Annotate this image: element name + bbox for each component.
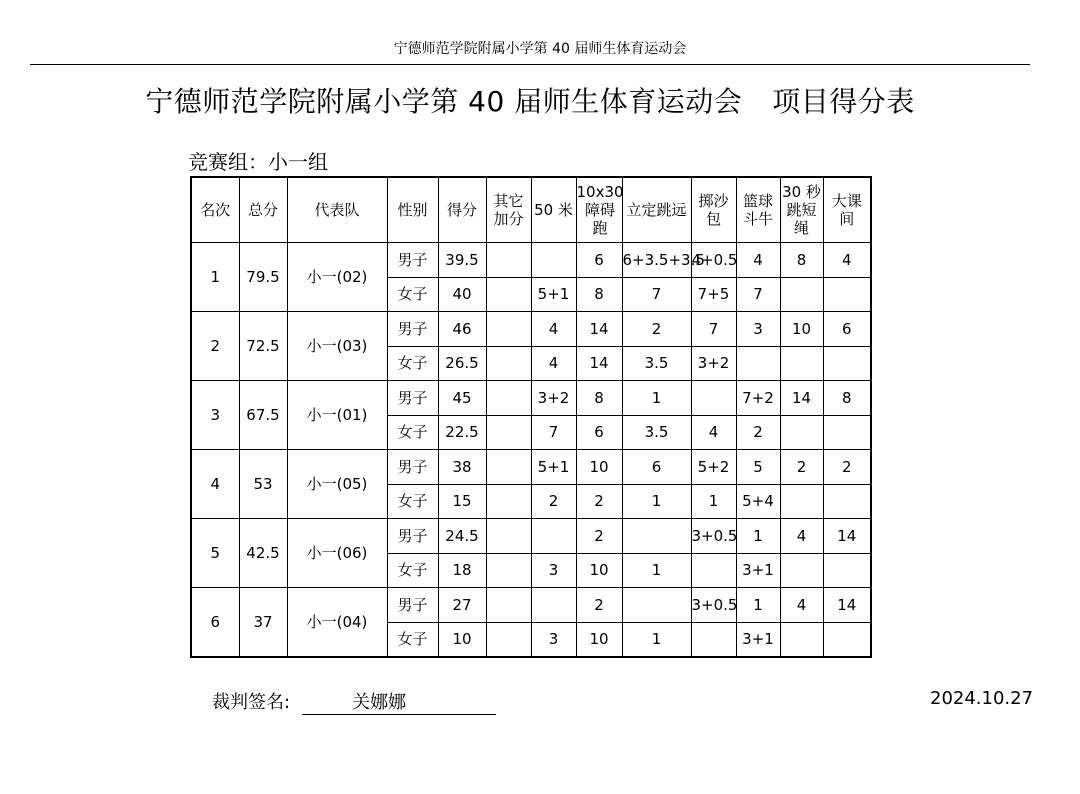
- score-cell: 40: [438, 277, 486, 312]
- rope-cell: 14: [780, 381, 823, 416]
- jump-cell: 3.5: [622, 415, 691, 450]
- gender-cell: 女子: [387, 415, 438, 450]
- team-cell: 小一(01): [287, 381, 387, 450]
- exercise-cell: 14: [823, 588, 871, 623]
- exercise-cell: [823, 415, 871, 450]
- score-cell: 27: [438, 588, 486, 623]
- team-cell: 小一(04): [287, 588, 387, 658]
- score-cell: 38: [438, 450, 486, 485]
- extra-cell: [486, 450, 531, 485]
- competition-group: [188, 146, 328, 175]
- basketball-cell: 3+1: [736, 622, 780, 657]
- extra-cell: [486, 312, 531, 347]
- jump-cell: 1: [622, 553, 691, 588]
- title-text: 宁德师范学院附属小学第 40 届师生体育运动会: [145, 85, 743, 118]
- rope-cell: [780, 553, 823, 588]
- m50-cell: 4: [531, 312, 576, 347]
- col-header: 名次: [191, 177, 239, 243]
- rank-cell: 5: [191, 519, 239, 588]
- running-header: 宁德师范学院附属小学第 40 届师生体育运动会: [393, 41, 687, 57]
- exercise-cell: 6: [823, 312, 871, 347]
- table-row: [191, 381, 871, 416]
- rank-cell: 2: [191, 312, 239, 381]
- m50-cell: [531, 588, 576, 623]
- col-header: 10x30 障碍 跑: [576, 177, 622, 243]
- m50-cell: 3: [531, 622, 576, 657]
- basketball-cell: 3+1: [736, 553, 780, 588]
- extra-cell: [486, 519, 531, 554]
- rope-cell: [780, 484, 823, 519]
- obstacle-cell: 6: [576, 243, 622, 278]
- exercise-cell: 2: [823, 450, 871, 485]
- exercise-cell: [823, 277, 871, 312]
- exercise-cell: [823, 622, 871, 657]
- referee-signature: [212, 688, 496, 715]
- obstacle-cell: 10: [576, 553, 622, 588]
- exercise-cell: [823, 346, 871, 381]
- sandbag-cell: 4: [691, 415, 736, 450]
- gender-cell: 男子: [387, 381, 438, 416]
- gender-cell: 男子: [387, 450, 438, 485]
- team-cell: 小一(06): [287, 519, 387, 588]
- basketball-cell: 4: [736, 243, 780, 278]
- team-cell: 小一(02): [287, 243, 387, 312]
- gender-cell: 女子: [387, 484, 438, 519]
- m50-cell: 2: [531, 484, 576, 519]
- col-header: 性别: [387, 177, 438, 243]
- total-cell: 79.5: [239, 243, 287, 312]
- sandbag-cell: [691, 553, 736, 588]
- score-cell: 26.5: [438, 346, 486, 381]
- col-header: 得分: [438, 177, 486, 243]
- basketball-cell: 5: [736, 450, 780, 485]
- extra-cell: [486, 484, 531, 519]
- score-cell: 15: [438, 484, 486, 519]
- rope-cell: [780, 277, 823, 312]
- extra-cell: [486, 277, 531, 312]
- table-row: [191, 519, 871, 554]
- m50-cell: 3: [531, 553, 576, 588]
- rope-cell: 4: [780, 519, 823, 554]
- col-header: 立定跳远: [622, 177, 691, 243]
- exercise-cell: 4: [823, 243, 871, 278]
- m50-cell: [531, 519, 576, 554]
- basketball-cell: 1: [736, 519, 780, 554]
- col-header: 30 秒 跳短 绳: [780, 177, 823, 243]
- score-cell: 45: [438, 381, 486, 416]
- extra-cell: [486, 243, 531, 278]
- table-row: [191, 243, 871, 278]
- obstacle-cell: 2: [576, 484, 622, 519]
- obstacle-cell: 8: [576, 277, 622, 312]
- col-header: 总分: [239, 177, 287, 243]
- m50-cell: 7: [531, 415, 576, 450]
- rank-cell: 4: [191, 450, 239, 519]
- sandbag-cell: 3+0.5: [691, 588, 736, 623]
- m50-cell: [531, 243, 576, 278]
- rope-cell: 10: [780, 312, 823, 347]
- col-header: 大课 间: [823, 177, 871, 243]
- rope-cell: [780, 622, 823, 657]
- total-cell: 53: [239, 450, 287, 519]
- sandbag-cell: 7+5: [691, 277, 736, 312]
- sandbag-cell: 3+0.5: [691, 519, 736, 554]
- m50-cell: 5+1: [531, 450, 576, 485]
- obstacle-cell: 2: [576, 588, 622, 623]
- rope-cell: 4: [780, 588, 823, 623]
- header-divider: [30, 64, 1030, 65]
- col-header: 代表队: [287, 177, 387, 243]
- jump-cell: [622, 519, 691, 554]
- jump-cell: 2: [622, 312, 691, 347]
- rank-cell: 3: [191, 381, 239, 450]
- obstacle-cell: 10: [576, 450, 622, 485]
- jump-cell: 1: [622, 484, 691, 519]
- obstacle-cell: 8: [576, 381, 622, 416]
- total-cell: 67.5: [239, 381, 287, 450]
- total-cell: 37: [239, 588, 287, 658]
- m50-cell: 5+1: [531, 277, 576, 312]
- basketball-cell: [736, 346, 780, 381]
- group-value: 小一组: [268, 150, 328, 174]
- jump-cell: [622, 588, 691, 623]
- obstacle-cell: 14: [576, 346, 622, 381]
- rope-cell: [780, 346, 823, 381]
- jump-cell: 1: [622, 622, 691, 657]
- table-body: [191, 243, 871, 658]
- obstacle-cell: 6: [576, 415, 622, 450]
- sandbag-cell: [691, 622, 736, 657]
- score-cell: 18: [438, 553, 486, 588]
- page-title: [0, 80, 1060, 120]
- exercise-cell: [823, 553, 871, 588]
- obstacle-cell: 14: [576, 312, 622, 347]
- sandbag-cell: 1: [691, 484, 736, 519]
- gender-cell: 男子: [387, 243, 438, 278]
- basketball-cell: 7: [736, 277, 780, 312]
- col-header: 50 米: [531, 177, 576, 243]
- m50-cell: 3+2: [531, 381, 576, 416]
- score-cell: 22.5: [438, 415, 486, 450]
- col-header: 掷沙 包: [691, 177, 736, 243]
- jump-cell: 1: [622, 381, 691, 416]
- jump-cell: 6: [622, 450, 691, 485]
- basketball-cell: 2: [736, 415, 780, 450]
- sandbag-cell: 3+2: [691, 346, 736, 381]
- rope-cell: [780, 415, 823, 450]
- group-label: 竞赛组：: [188, 150, 268, 174]
- gender-cell: 女子: [387, 346, 438, 381]
- col-header: 其它 加分: [486, 177, 531, 243]
- basketball-cell: 7+2: [736, 381, 780, 416]
- total-cell: 42.5: [239, 519, 287, 588]
- obstacle-cell: 2: [576, 519, 622, 554]
- title-subtitle: 项目得分表: [772, 85, 915, 118]
- gender-cell: 女子: [387, 277, 438, 312]
- sign-date: 2024.10.27: [930, 688, 1034, 709]
- table-row: [191, 588, 871, 623]
- gender-cell: 男子: [387, 519, 438, 554]
- gender-cell: 男子: [387, 312, 438, 347]
- jump-cell: 6+3.5+3.5: [622, 243, 691, 278]
- score-cell: 39.5: [438, 243, 486, 278]
- gender-cell: 女子: [387, 622, 438, 657]
- sandbag-cell: 5+2: [691, 450, 736, 485]
- rank-cell: 1: [191, 243, 239, 312]
- sandbag-cell: 4+0.5: [691, 243, 736, 278]
- jump-cell: 3.5: [622, 346, 691, 381]
- extra-cell: [486, 415, 531, 450]
- total-cell: 72.5: [239, 312, 287, 381]
- team-cell: 小一(03): [287, 312, 387, 381]
- table-row: [191, 312, 871, 347]
- obstacle-cell: 10: [576, 622, 622, 657]
- exercise-cell: [823, 484, 871, 519]
- exercise-cell: 8: [823, 381, 871, 416]
- extra-cell: [486, 622, 531, 657]
- rope-cell: 2: [780, 450, 823, 485]
- basketball-cell: 1: [736, 588, 780, 623]
- table-header-row: [191, 177, 871, 243]
- extra-cell: [486, 381, 531, 416]
- sandbag-cell: 7: [691, 312, 736, 347]
- score-cell: 46: [438, 312, 486, 347]
- rope-cell: 8: [780, 243, 823, 278]
- basketball-cell: 5+4: [736, 484, 780, 519]
- exercise-cell: 14: [823, 519, 871, 554]
- sandbag-cell: [691, 381, 736, 416]
- extra-cell: [486, 346, 531, 381]
- score-cell: 10: [438, 622, 486, 657]
- score-cell: 24.5: [438, 519, 486, 554]
- col-header: 篮球 斗牛: [736, 177, 780, 243]
- referee-name: 关娜娜: [302, 692, 496, 715]
- referee-label: 裁判签名:: [212, 692, 291, 713]
- rank-cell: 6: [191, 588, 239, 658]
- table-row: [191, 450, 871, 485]
- m50-cell: 4: [531, 346, 576, 381]
- gender-cell: 男子: [387, 588, 438, 623]
- basketball-cell: 3: [736, 312, 780, 347]
- extra-cell: [486, 553, 531, 588]
- jump-cell: 7: [622, 277, 691, 312]
- extra-cell: [486, 588, 531, 623]
- score-table: [190, 176, 872, 658]
- gender-cell: 女子: [387, 553, 438, 588]
- team-cell: 小一(05): [287, 450, 387, 519]
